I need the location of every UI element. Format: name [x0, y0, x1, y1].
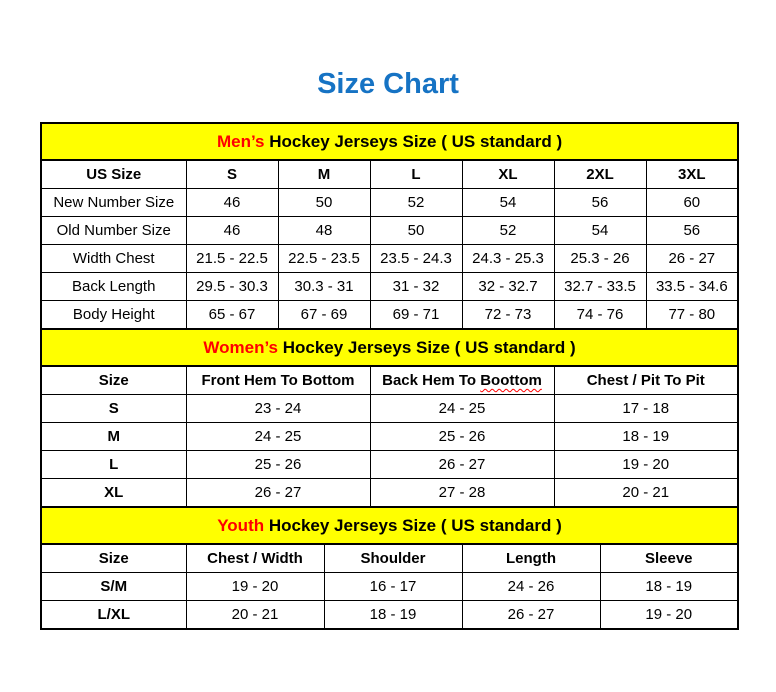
mens-header-row	[41, 160, 738, 189]
value-cell: 22.5 - 23.5	[278, 245, 370, 273]
mens-header-us-size: US Size	[41, 160, 186, 189]
mens-header-2xl: 2XL	[554, 160, 646, 189]
value-cell: 26 - 27	[462, 601, 600, 630]
value-cell: 24 - 25	[186, 423, 370, 451]
row-label: XL	[41, 479, 186, 508]
table-row	[41, 423, 738, 451]
row-label: Old Number Size	[41, 217, 186, 245]
table-row	[41, 395, 738, 423]
mens-header-l: L	[370, 160, 462, 189]
value-cell: 26 - 27	[186, 479, 370, 508]
value-cell: 54	[462, 189, 554, 217]
value-cell: 24 - 25	[370, 395, 554, 423]
value-cell: 25.3 - 26	[554, 245, 646, 273]
youth-header-size: Size	[41, 544, 186, 573]
value-cell: 20 - 21	[186, 601, 324, 630]
value-cell: 24 - 26	[462, 573, 600, 601]
row-label: Width Chest	[41, 245, 186, 273]
value-cell: 20 - 21	[554, 479, 738, 508]
value-cell: 17 - 18	[554, 395, 738, 423]
womens-band-text: Hockey Jerseys Size ( US standard )	[278, 337, 576, 357]
value-cell: 50	[278, 189, 370, 217]
womens-size-table	[40, 328, 739, 508]
value-cell: 29.5 - 30.3	[186, 273, 278, 301]
womens-header-row	[41, 366, 738, 395]
value-cell: 19 - 20	[186, 573, 324, 601]
value-cell: 19 - 20	[600, 601, 738, 630]
youth-size-table	[40, 506, 739, 630]
mens-header-xl: XL	[462, 160, 554, 189]
youth-header-row	[41, 544, 738, 573]
row-label: New Number Size	[41, 189, 186, 217]
value-cell: 46	[186, 189, 278, 217]
youth-band-text: Hockey Jerseys Size ( US standard )	[264, 515, 562, 535]
value-cell: 32 - 32.7	[462, 273, 554, 301]
value-cell: 60	[646, 189, 738, 217]
value-cell: 54	[554, 217, 646, 245]
value-cell: 27 - 28	[370, 479, 554, 508]
value-cell: 33.5 - 34.6	[646, 273, 738, 301]
value-cell: 50	[370, 217, 462, 245]
row-label: M	[41, 423, 186, 451]
mens-band-row	[41, 123, 738, 160]
table-row	[41, 273, 738, 301]
youth-header-sleeve: Sleeve	[600, 544, 738, 573]
value-cell: 18 - 19	[554, 423, 738, 451]
value-cell: 19 - 20	[554, 451, 738, 479]
value-cell: 65 - 67	[186, 301, 278, 330]
table-row	[41, 217, 738, 245]
youth-header-shoulder: Shoulder	[324, 544, 462, 573]
youth-header-chest-width: Chest / Width	[186, 544, 324, 573]
womens-band	[41, 329, 738, 366]
value-cell: 30.3 - 31	[278, 273, 370, 301]
value-cell: 77 - 80	[646, 301, 738, 330]
value-cell: 32.7 - 33.5	[554, 273, 646, 301]
value-cell: 26 - 27	[370, 451, 554, 479]
table-row	[41, 301, 738, 330]
row-label: L	[41, 451, 186, 479]
table-row	[41, 479, 738, 508]
mens-band-text: Hockey Jerseys Size ( US standard )	[264, 131, 563, 151]
value-cell: 56	[646, 217, 738, 245]
row-label: S	[41, 395, 186, 423]
womens-band-row	[41, 329, 738, 366]
mens-band	[41, 123, 738, 160]
table-row	[41, 189, 738, 217]
row-label: S/M	[41, 573, 186, 601]
value-cell: 48	[278, 217, 370, 245]
value-cell: 52	[370, 189, 462, 217]
value-cell: 74 - 76	[554, 301, 646, 330]
womens-band-highlight: Women’s	[203, 337, 278, 357]
value-cell: 16 - 17	[324, 573, 462, 601]
value-cell: 21.5 - 22.5	[186, 245, 278, 273]
mens-band-highlight: Men’s	[216, 131, 265, 151]
womens-header-size: Size	[41, 366, 186, 395]
womens-header-back-hem	[370, 366, 554, 395]
value-cell: 72 - 73	[462, 301, 554, 330]
page-title: Size Chart	[317, 68, 459, 100]
mens-header-s: S	[186, 160, 278, 189]
value-cell: 69 - 71	[370, 301, 462, 330]
value-cell: 31 - 32	[370, 273, 462, 301]
back-hem-prefix: Back Hem To	[382, 372, 477, 389]
value-cell: 26 - 27	[646, 245, 738, 273]
value-cell: 46	[186, 217, 278, 245]
value-cell: 25 - 26	[186, 451, 370, 479]
youth-header-length: Length	[462, 544, 600, 573]
value-cell: 24.3 - 25.3	[462, 245, 554, 273]
mens-header-3xl: 3XL	[646, 160, 738, 189]
table-row	[41, 245, 738, 273]
youth-band	[41, 507, 738, 544]
mens-header-m: M	[278, 160, 370, 189]
value-cell: 18 - 19	[324, 601, 462, 630]
value-cell: 18 - 19	[600, 573, 738, 601]
youth-band-highlight: Youth	[217, 515, 265, 535]
row-label: Back Length	[41, 273, 186, 301]
mens-size-table	[40, 122, 739, 330]
womens-header-front-hem: Front Hem To Bottom	[186, 366, 370, 395]
value-cell: 67 - 69	[278, 301, 370, 330]
size-tables-container	[40, 122, 737, 630]
table-row	[41, 601, 738, 630]
womens-header-chest: Chest / Pit To Pit	[554, 366, 738, 395]
table-row	[41, 573, 738, 601]
row-label: Body Height	[41, 301, 186, 330]
table-row	[41, 451, 738, 479]
value-cell: 23.5 - 24.3	[370, 245, 462, 273]
value-cell: 25 - 26	[370, 423, 554, 451]
value-cell: 56	[554, 189, 646, 217]
row-label: L/XL	[41, 601, 186, 630]
value-cell: 23 - 24	[186, 395, 370, 423]
youth-band-row	[41, 507, 738, 544]
misspelled-word: Boottom	[480, 372, 542, 389]
value-cell: 52	[462, 217, 554, 245]
